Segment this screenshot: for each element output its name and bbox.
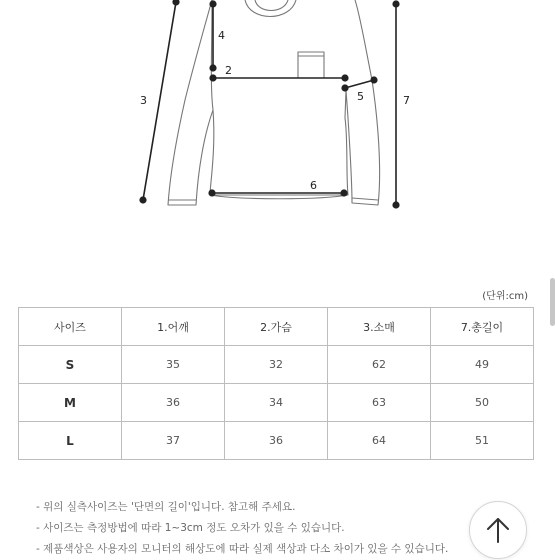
measurement-lines (140, 0, 399, 208)
garment-measurement-diagram (0, 0, 555, 260)
dimension-label-5: 5 (357, 90, 364, 103)
unit-label: (단위:cm) (482, 291, 528, 302)
size-cell: L (19, 422, 122, 460)
dimension-label-4: 4 (218, 29, 225, 42)
header-shoulder: 1.어깨 (122, 308, 225, 346)
size-table (18, 307, 534, 460)
arrow-up-icon (484, 515, 512, 545)
value-cell: 34 (225, 384, 328, 422)
size-notes (36, 497, 448, 560)
table-row (19, 346, 534, 384)
value-cell: 36 (225, 422, 328, 460)
value-cell: 37 (122, 422, 225, 460)
table-row (19, 384, 534, 422)
scrollbar-thumb[interactable] (550, 278, 555, 326)
header-chest: 2.가슴 (225, 308, 328, 346)
size-cell: S (19, 346, 122, 384)
table-row (19, 422, 534, 460)
value-cell: 32 (225, 346, 328, 384)
value-cell: 63 (328, 384, 431, 422)
dimension-label-7: 7 (403, 94, 410, 107)
value-cell: 49 (431, 346, 534, 384)
header-size: 사이즈 (19, 308, 122, 346)
table-header-row (19, 308, 534, 346)
note-line: - 제품색상은 사용자의 모니터의 해상도에 따라 실제 색상과 다소 차이가 있을 수 있습니다. (36, 543, 449, 555)
dimension-label-6: 6 (310, 179, 317, 192)
value-cell: 62 (328, 346, 431, 384)
header-sleeve: 3.소매 (328, 308, 431, 346)
scroll-to-top-button[interactable] (469, 501, 527, 559)
sweater-outline (168, 0, 380, 205)
value-cell: 50 (431, 384, 534, 422)
value-cell: 35 (122, 346, 225, 384)
note-line: - 사이즈는 측정방법에 따라 1~3cm 정도 오차가 있을 수 있습니다. (36, 522, 345, 534)
size-cell: M (19, 384, 122, 422)
header-total-length: 7.총길이 (431, 308, 534, 346)
note-line: - 위의 실측사이즈는 '단면의 길이'입니다. 참고해 주세요. (36, 501, 296, 513)
dimension-label-3: 3 (140, 94, 147, 107)
dimension-label-2: 2 (225, 64, 232, 77)
value-cell: 36 (122, 384, 225, 422)
value-cell: 64 (328, 422, 431, 460)
value-cell: 51 (431, 422, 534, 460)
